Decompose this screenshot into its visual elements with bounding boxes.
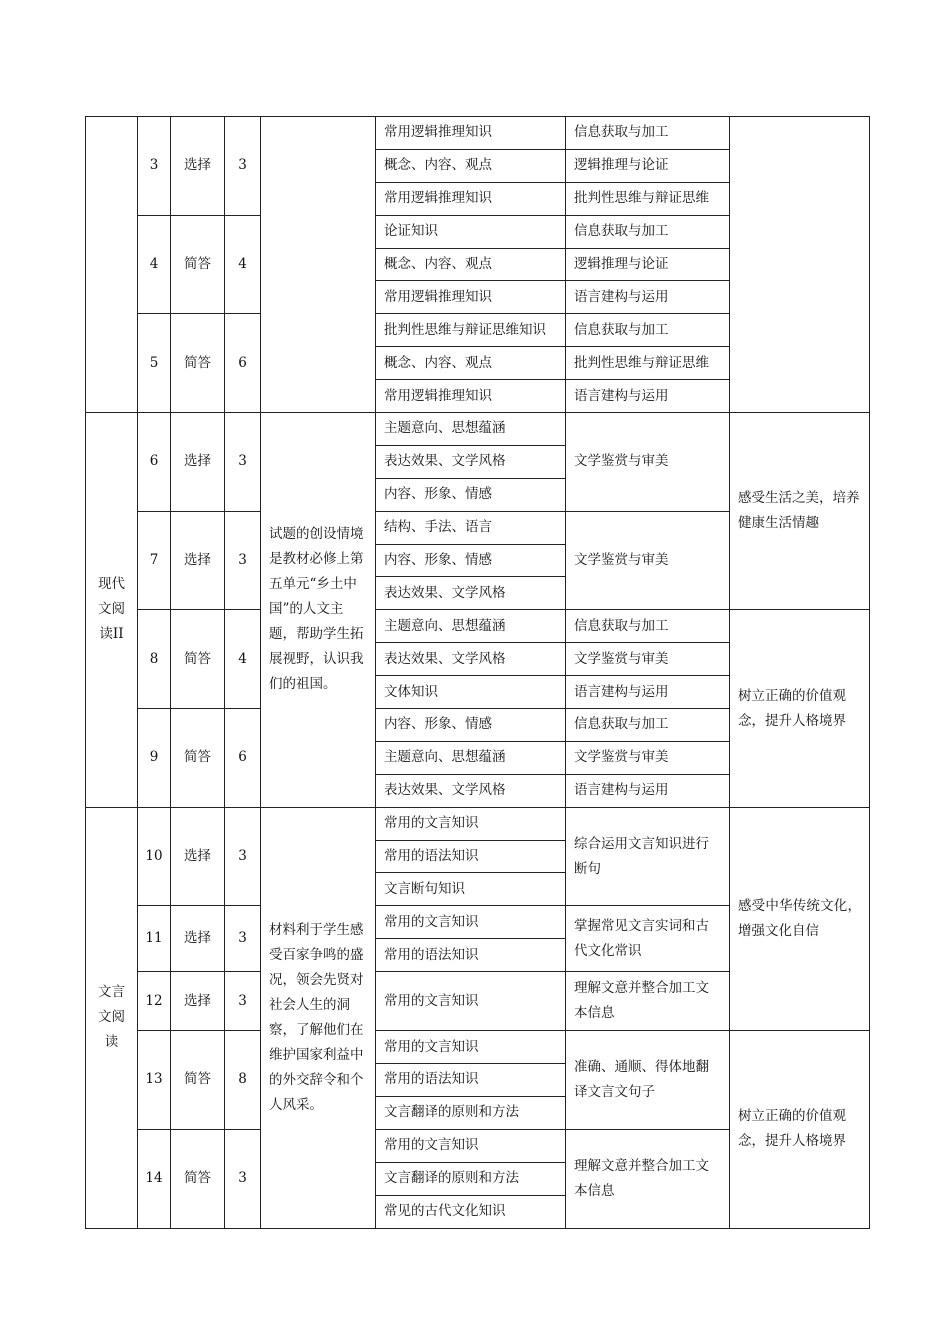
question-score: 8 <box>225 1031 261 1130</box>
knowledge-cell: 批判性思维与辩证思维知识 <box>376 314 566 347</box>
ability-cell: 逻辑推理与论证 <box>566 149 730 182</box>
question-number: 3 <box>138 117 171 216</box>
question-type: 简答 <box>171 610 225 709</box>
question-score: 3 <box>225 906 261 972</box>
ability-cell: 准确、通顺、得体地翻译文言文句子 <box>566 1031 730 1130</box>
knowledge-cell: 论证知识 <box>376 215 566 248</box>
question-number: 10 <box>138 807 171 906</box>
question-type: 简答 <box>171 215 225 314</box>
question-type: 简答 <box>171 314 225 413</box>
table-row <box>86 117 870 150</box>
knowledge-cell: 结构、手法、语言 <box>376 511 566 544</box>
section-label-text: 现代文阅读II <box>98 576 125 643</box>
knowledge-cell: 常用的文言知识 <box>376 1031 566 1064</box>
question-number: 6 <box>138 413 171 512</box>
question-number: 7 <box>138 511 171 610</box>
question-score: 6 <box>225 709 261 808</box>
knowledge-cell: 常用逻辑推理知识 <box>376 281 566 314</box>
knowledge-cell: 常用的语法知识 <box>376 840 566 873</box>
knowledge-cell: 概念、内容、观点 <box>376 248 566 281</box>
ability-cell: 逻辑推理与论证 <box>566 248 730 281</box>
value-cell-continued <box>730 117 870 413</box>
ability-cell: 批判性思维与辩证思维 <box>566 182 730 215</box>
knowledge-cell: 常用的文言知识 <box>376 1129 566 1162</box>
section-label <box>86 807 138 1228</box>
ability-cell: 掌握常见文言实词和古代文化常识 <box>566 906 730 972</box>
question-score: 3 <box>225 117 261 216</box>
knowledge-cell: 文言翻译的原则和方法 <box>376 1162 566 1195</box>
knowledge-cell: 常用逻辑推理知识 <box>376 182 566 215</box>
table-row <box>86 413 870 446</box>
knowledge-cell: 文体知识 <box>376 676 566 709</box>
knowledge-cell: 常用的语法知识 <box>376 939 566 972</box>
question-score: 3 <box>225 511 261 610</box>
ability-cell: 语言建构与运用 <box>566 380 730 413</box>
knowledge-cell: 文言翻译的原则和方法 <box>376 1096 566 1129</box>
question-type: 简答 <box>171 1129 225 1228</box>
question-number: 11 <box>138 906 171 972</box>
question-type: 选择 <box>171 906 225 972</box>
question-type: 简答 <box>171 709 225 808</box>
knowledge-cell: 表达效果、文学风格 <box>376 774 566 807</box>
ability-cell: 信息获取与加工 <box>566 117 730 150</box>
value-cell: 树立正确的价值观念，提升人格境界 <box>730 1031 870 1228</box>
section-cell-continued <box>86 117 138 413</box>
ability-cell: 信息获取与加工 <box>566 215 730 248</box>
question-number: 4 <box>138 215 171 314</box>
ability-cell: 语言建构与运用 <box>566 676 730 709</box>
ability-cell: 文学鉴赏与审美 <box>566 741 730 774</box>
ability-cell: 信息获取与加工 <box>566 610 730 643</box>
question-number: 8 <box>138 610 171 709</box>
question-number: 14 <box>138 1129 171 1228</box>
context-cell-continued <box>261 117 376 413</box>
knowledge-cell: 常用逻辑推理知识 <box>376 380 566 413</box>
section-label <box>86 413 138 808</box>
knowledge-cell: 表达效果、文学风格 <box>376 445 566 478</box>
knowledge-cell: 概念、内容、观点 <box>376 347 566 380</box>
knowledge-cell: 表达效果、文学风格 <box>376 643 566 676</box>
question-type: 选择 <box>171 511 225 610</box>
knowledge-cell: 常见的古代文化知识 <box>376 1195 566 1228</box>
question-number: 13 <box>138 1031 171 1130</box>
ability-cell: 综合运用文言知识进行断句 <box>566 807 730 906</box>
knowledge-cell: 常用的文言知识 <box>376 807 566 840</box>
knowledge-cell: 主题意向、思想蕴涵 <box>376 413 566 446</box>
question-type: 选择 <box>171 117 225 216</box>
question-score: 3 <box>225 972 261 1031</box>
context-description: 材料利于学生感受百家争鸣的盛况，领会先贤对社会人生的洞察，了解他们在维护国家利益中的外交辞令和个人风采。 <box>261 807 376 1228</box>
knowledge-cell: 表达效果、文学风格 <box>376 577 566 610</box>
table-row <box>86 807 870 840</box>
question-number: 12 <box>138 972 171 1031</box>
value-cell: 树立正确的价值观念，提升人格境界 <box>730 610 870 807</box>
knowledge-cell: 常用的文言知识 <box>376 906 566 939</box>
question-score: 4 <box>225 215 261 314</box>
knowledge-cell: 主题意向、思想蕴涵 <box>376 610 566 643</box>
ability-cell: 语言建构与运用 <box>566 281 730 314</box>
ability-cell: 批判性思维与辩证思维 <box>566 347 730 380</box>
knowledge-cell: 主题意向、思想蕴涵 <box>376 741 566 774</box>
question-type: 选择 <box>171 413 225 512</box>
value-cell: 感受中华传统文化，增强文化自信 <box>730 807 870 1030</box>
knowledge-cell: 常用逻辑推理知识 <box>376 117 566 150</box>
knowledge-cell: 常用的语法知识 <box>376 1064 566 1097</box>
knowledge-cell: 常用的文言知识 <box>376 972 566 1031</box>
ability-cell: 文学鉴赏与审美 <box>566 413 730 512</box>
ability-cell: 语言建构与运用 <box>566 774 730 807</box>
question-score: 6 <box>225 314 261 413</box>
question-number: 9 <box>138 709 171 808</box>
question-type: 选择 <box>171 972 225 1031</box>
ability-cell: 信息获取与加工 <box>566 709 730 742</box>
question-type: 简答 <box>171 1031 225 1130</box>
question-score: 3 <box>225 1129 261 1228</box>
ability-cell: 文学鉴赏与审美 <box>566 643 730 676</box>
ability-cell: 理解文意并整合加工文本信息 <box>566 972 730 1031</box>
exam-spec-table <box>85 116 870 1229</box>
table-row <box>86 1031 870 1064</box>
context-description: 试题的创设情境是教材必修上第五单元“乡土中国”的人文主题，帮助学生拓展视野，认识我们的祖国。 <box>261 413 376 808</box>
question-number: 5 <box>138 314 171 413</box>
knowledge-cell: 内容、形象、情感 <box>376 709 566 742</box>
ability-cell: 信息获取与加工 <box>566 314 730 347</box>
knowledge-cell: 概念、内容、观点 <box>376 149 566 182</box>
ability-cell: 文学鉴赏与审美 <box>566 511 730 610</box>
question-type: 选择 <box>171 807 225 906</box>
question-score: 4 <box>225 610 261 709</box>
knowledge-cell: 文言断句知识 <box>376 873 566 906</box>
table-row <box>86 610 870 643</box>
question-score: 3 <box>225 413 261 512</box>
knowledge-cell: 内容、形象、情感 <box>376 544 566 577</box>
section-label-text: 文言文阅读 <box>98 984 125 1051</box>
question-score: 3 <box>225 807 261 906</box>
knowledge-cell: 内容、形象、情感 <box>376 478 566 511</box>
ability-cell: 理解文意并整合加工文本信息 <box>566 1129 730 1228</box>
value-cell: 感受生活之美，培养健康生活情趣 <box>730 413 870 610</box>
